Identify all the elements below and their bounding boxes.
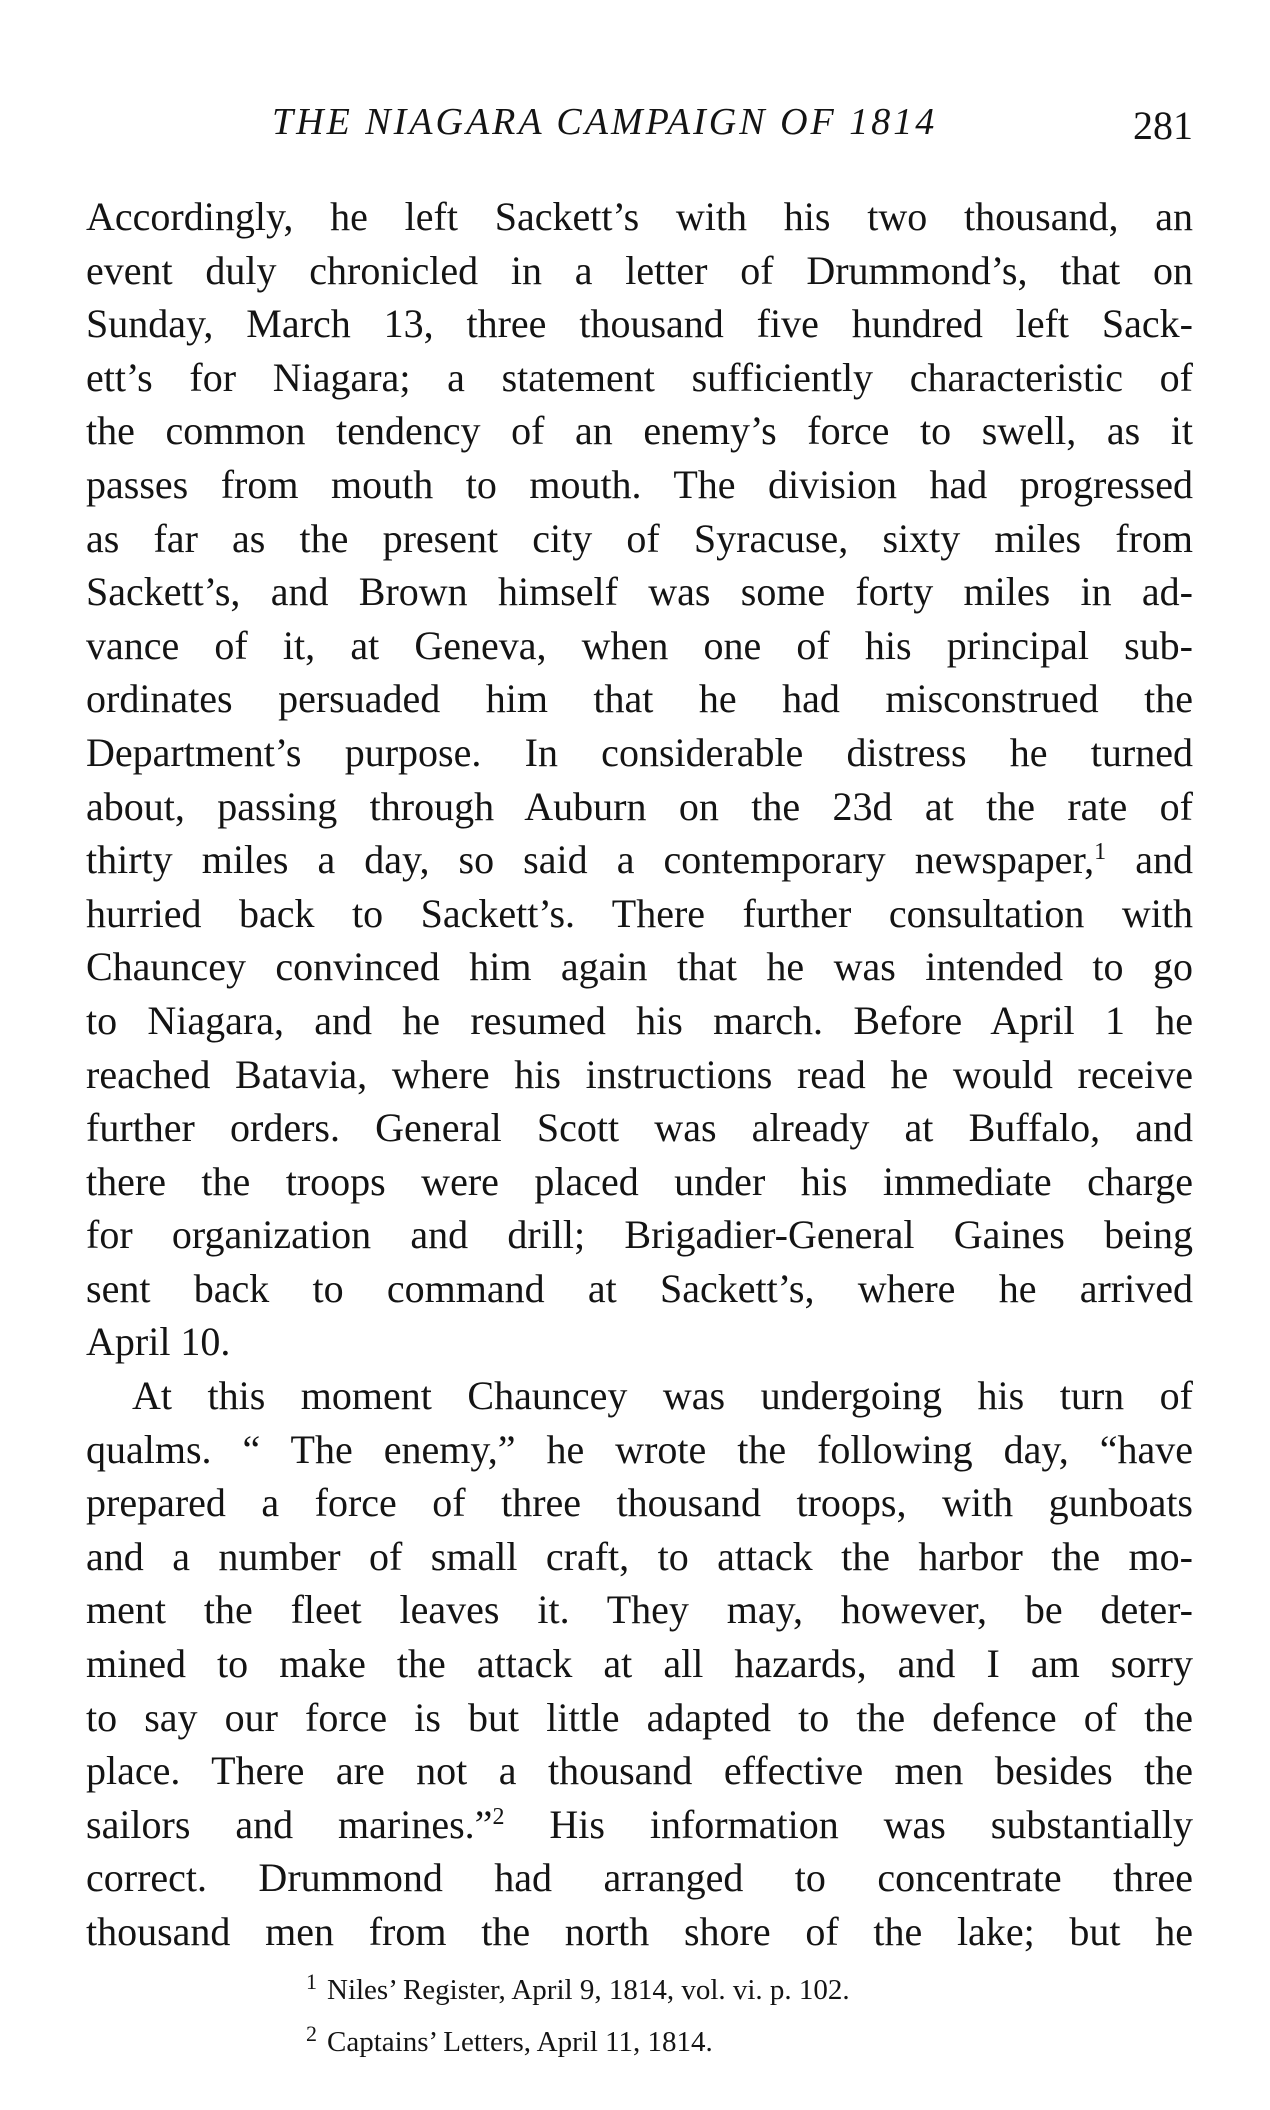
text-line: about, passing through Auburn on the 23d at the rate of [86, 783, 1193, 829]
text-line: Chauncey convinced him again that he was intended to go [86, 944, 1193, 990]
text-line: Department’s purpose. In considerable distress he turned [86, 729, 1193, 775]
text-line: to say our force is but little adapted to the defence of the [86, 1694, 1193, 1740]
text-line: vance of it, at Geneva, when one of his principal sub- [86, 622, 1193, 668]
running-title: THE NIAGARA CAMPAIGN OF 1814 [272, 101, 938, 143]
footnote-text: Captains’ Letters, April 11, 1814. [327, 2026, 713, 2058]
text-line: passes from mouth to mouth. The division had progressed [86, 461, 1193, 507]
text-line: and a number of small craft, to attack the harbor the mo- [86, 1533, 1193, 1579]
footnote-ref: 2 [492, 1803, 505, 1830]
text-line: for organization and drill; Brigadier-General Gaines being [86, 1212, 1193, 1258]
text-line: ment the fleet leaves it. They may, however, be deter- [86, 1587, 1193, 1633]
running-head [86, 100, 1193, 150]
text-line: the common tendency of an enemy’s force to swell, as it [86, 408, 1193, 454]
text-line: ordinates persuaded him that he had misconstrued the [86, 676, 1193, 722]
text-line: sent back to command at Sackett’s, where he arrived [86, 1265, 1193, 1311]
footnote [306, 1960, 1106, 2012]
text-line: correct. Drummond had arranged to concentrate three [86, 1855, 1193, 1901]
footnote-ref: 1 [1094, 839, 1107, 866]
footnote-text: Niles’ Register, April 9, 1814, vol. vi. p. 102. [327, 1974, 850, 2006]
footnote [306, 2012, 1106, 2064]
text-line: further orders. General Scott was already at Buffalo, and [86, 1105, 1193, 1151]
text-line: place. There are not a thousand effective men besides the [86, 1748, 1193, 1794]
text-line: as far as the present city of Syracuse, sixty miles from [86, 515, 1193, 561]
text-line: Accordingly, he left Sackett’s with his two thousand, an [86, 194, 1193, 239]
text-line: April 10. [86, 1319, 231, 1365]
text-line: to Niagara, and he resumed his march. Before April 1 he [86, 997, 1193, 1043]
page-number: 281 [1133, 103, 1193, 148]
text-line: reached Batavia, where his instructions read he would receive [86, 1051, 1193, 1097]
text-line: sailors and marines.”$^2$ His information was substantially [86, 1801, 1194, 1847]
text-line: thirty miles a day, so said a contemporary newspaper,$^1$ and [86, 837, 1194, 883]
footnote-marker: 2 [306, 2021, 317, 2046]
text-line: hurried back to Sackett’s. There further consultation with [86, 890, 1193, 936]
footnotes [306, 1960, 1106, 2064]
text-line: At this moment Chauncey was undergoing his turn of [132, 1373, 1193, 1419]
text-line: ett’s for Niagara; a statement sufficiently characteristic of [86, 354, 1193, 400]
text-line: Sackett’s, and Brown himself was some forty miles in ad- [86, 569, 1193, 615]
text-line: event duly chronicled in a letter of Drummond’s, that on [86, 247, 1193, 293]
text-line: mined to make the attack at all hazards, and I am sorry [86, 1641, 1193, 1687]
text-line: qualms. “ The enemy,” he wrote the following day, “have [86, 1426, 1193, 1472]
body-text [86, 190, 1193, 1959]
text-line: Sunday, March 13, three thousand five hundred left Sack- [86, 301, 1193, 347]
text-line: prepared a force of three thousand troops, with gunboats [86, 1480, 1193, 1526]
text-line: there the troops were placed under his immediate charge [86, 1158, 1193, 1204]
text-line: thousand men from the north shore of the lake; but he [86, 1909, 1193, 1954]
footnote-marker: 1 [306, 1969, 317, 1994]
